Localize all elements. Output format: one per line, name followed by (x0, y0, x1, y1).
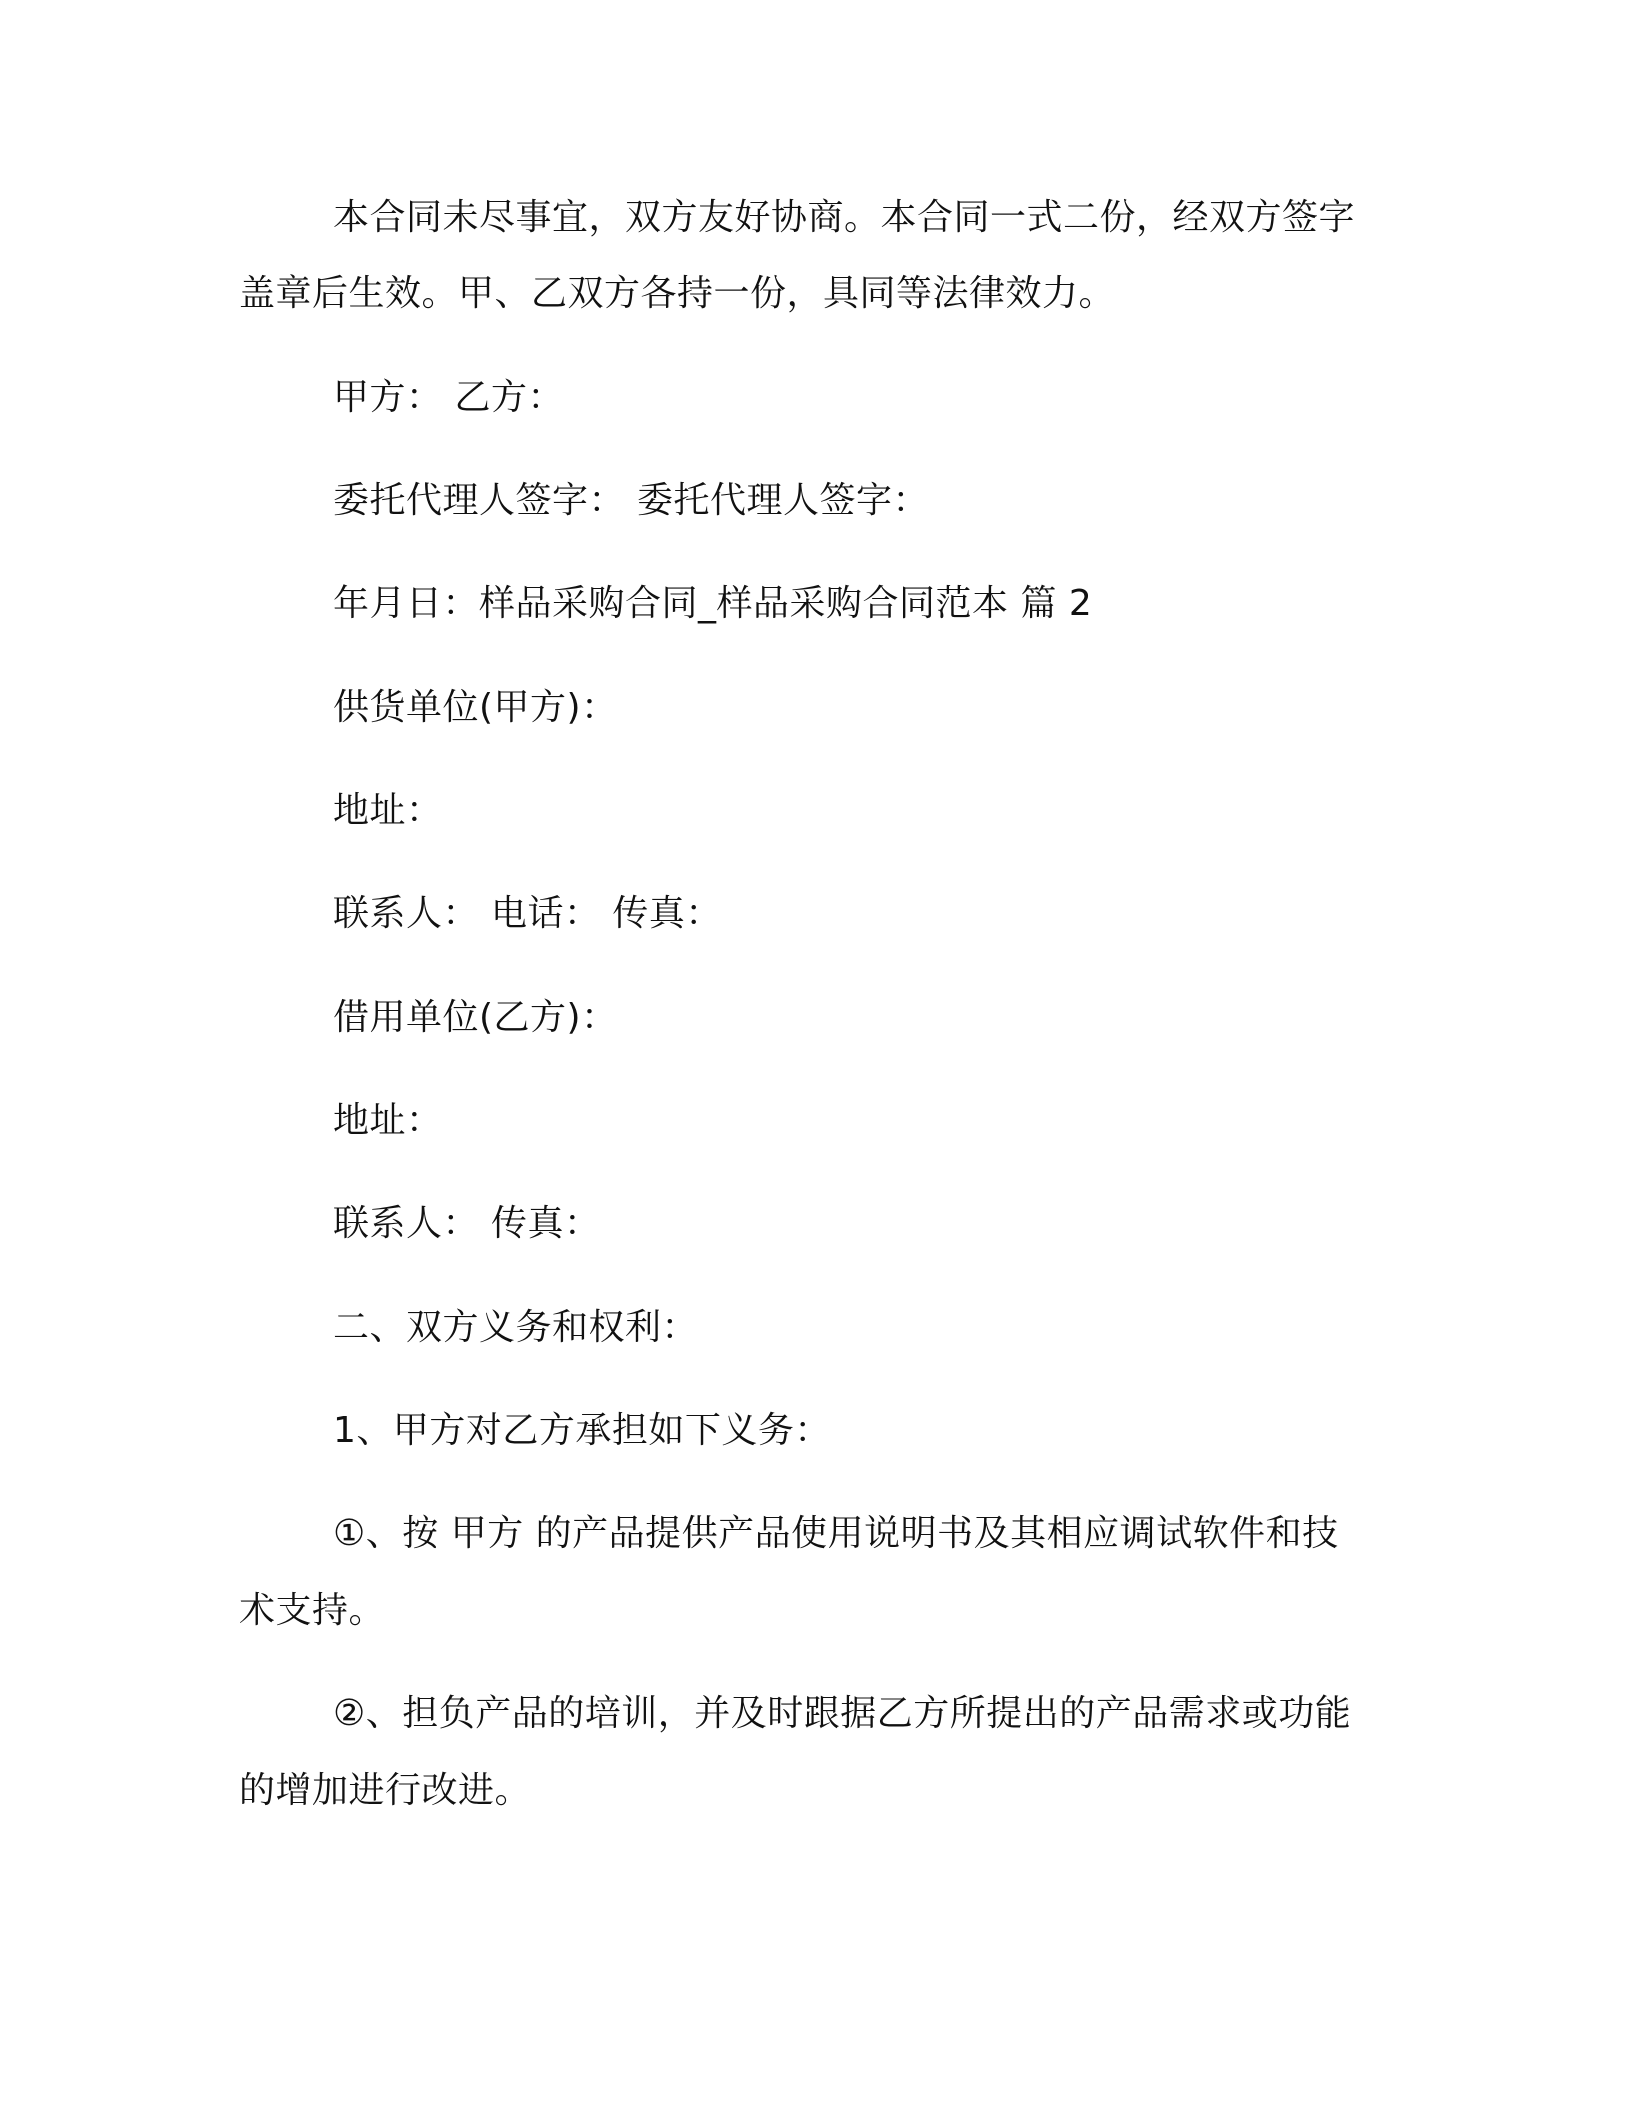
paragraph-borrower-address: 地址： (333, 1100, 443, 1141)
paragraph-supplier-unit: 供货单位(甲方)： (333, 687, 618, 728)
text-line: 盖章后生效。甲、乙双方各持一份，具同等法律效力。 (239, 273, 1116, 314)
paragraph-supplier-contact: 联系人： 电话： 传真： (333, 893, 722, 934)
paragraph-borrower-contact: 联系人： 传真： (333, 1203, 601, 1244)
text-line: ②、担负产品的培训，并及时跟据乙方所提出的产品需求或功能 (333, 1693, 1352, 1734)
paragraph-party-a-obligations-heading: 1、甲方对乙方承担如下义务： (333, 1410, 831, 1451)
paragraph-date-and-heading: 年月日：样品采购合同_样品采购合同范本 篇 2 (333, 583, 1093, 624)
paragraph-party-names: 甲方： 乙方： (333, 377, 564, 418)
paragraph-borrower-unit: 借用单位(乙方)： (333, 997, 618, 1038)
paragraph-supplier-address: 地址： (333, 790, 443, 831)
text-line: ①、按 甲方 的产品提供产品使用说明书及其相应调试软件和技 (333, 1513, 1339, 1554)
paragraph-agent-signatures: 委托代理人签字： 委托代理人签字： (333, 480, 929, 521)
section-heading-obligations-rights: 二、双方义务和权利： (333, 1307, 699, 1348)
text-line: 的增加进行改进。 (239, 1770, 532, 1811)
text-line: 本合同未尽事宜，双方友好协商。本合同一式二份，经双方签字 (333, 197, 1356, 238)
text-line: 术支持。 (239, 1590, 386, 1631)
